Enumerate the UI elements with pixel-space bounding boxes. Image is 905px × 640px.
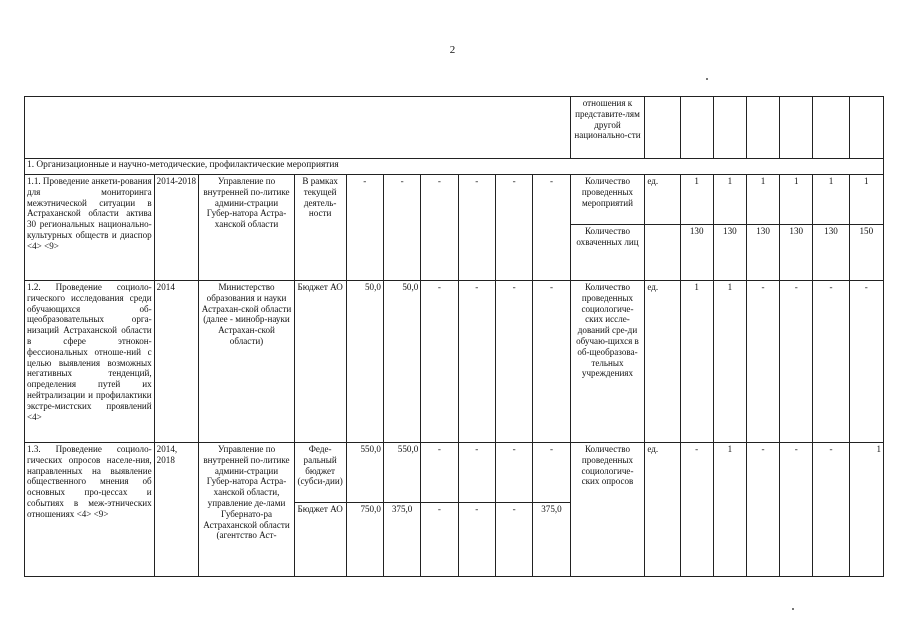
indicator-value: - [780, 281, 813, 443]
page-number: 2 [449, 44, 456, 56]
amount-cell: - [421, 281, 458, 443]
activity-years: 2014 [154, 281, 199, 443]
table-row [25, 281, 884, 443]
indicator-value: 1 [680, 175, 713, 225]
indicator-value: - [680, 443, 713, 577]
indicator-value: 1 [680, 281, 713, 443]
funding-source: Феде-ральный бюджет (субси-дии) [294, 443, 346, 503]
activity-executor: Управление по внутренней по-литике админи-страции Губер-натора Астра-ханской области, управление де-лами Губернато-ра Астраханской области (агентство Аст- [199, 443, 294, 577]
activity-years: 2014-2018 [154, 175, 199, 281]
amount-cell: - [533, 175, 570, 281]
indicator-value: 1 [713, 175, 746, 225]
activity-years: 2014, 2018 [154, 443, 199, 577]
indicator-value: 130 [813, 225, 849, 281]
scan-speck [792, 608, 794, 610]
indicator-value: 1 [713, 443, 746, 577]
amount-cell: 550,0 [346, 443, 383, 503]
amount-cell: - [421, 175, 458, 281]
indicator-value: - [746, 443, 779, 577]
indicator-header-cell: отношения к представите-лям другой национально-сти [570, 97, 645, 159]
indicator-value: 1 [849, 443, 883, 577]
indicator-value: 1 [849, 175, 883, 225]
amount-cell: - [458, 175, 495, 281]
section-row [25, 159, 884, 175]
header-blank-cell [25, 97, 571, 159]
activity-executor: Министерство образования и науки Астрахан-ской области (далее - минобр-науки Астрахан-ской области) [199, 281, 294, 443]
amount-cell: - [383, 175, 420, 281]
activity-executor: Управление по внутренней по-литике админи-страции Губер-натора Астра-ханской области [199, 175, 294, 281]
amount-cell: - [495, 281, 532, 443]
indicator-unit: ед. [645, 443, 680, 577]
amount-cell: - [495, 503, 532, 577]
indicator-name: Количество проведенных социологиче-ских иссле-дований сре-ди обучаю-щихся в об-щеобразова-тельных учреждениях [570, 281, 645, 443]
amount-cell: - [458, 503, 495, 577]
indicator-value: - [746, 281, 779, 443]
amount-cell: 375,0 [383, 503, 420, 577]
funding-source: Бюджет АО [294, 281, 346, 443]
amount-cell: - [346, 175, 383, 281]
amount-cell: - [421, 503, 458, 577]
table-row [25, 443, 884, 503]
indicator-name: Количество проведенных социологиче-ских опросов [570, 443, 645, 577]
activity-name: 1.2. Проведение социоло-гического исследования среди обучающихся об-щеобразовательных орга-низаций Астраханской области в сфере этнокон-фессиональных отноше-ний с целью выявления возможных негативных тенденций, определения путей их нейтрализации и профилактики экстре-мистских проявлений <4> [25, 281, 155, 443]
activity-name: 1.3. Проведение социоло-гических опросов населе-ния, направленных на выявление общественного мнения об основных про-цессах и событиях в меж-этнических отношениях <4> <9> [25, 443, 155, 577]
indicator-value: 150 [849, 225, 883, 281]
indicator-value: - [780, 443, 813, 577]
amount-cell: - [495, 443, 532, 503]
amount-cell: 375,0 [533, 503, 570, 577]
amount-cell: - [458, 281, 495, 443]
indicator-value: 130 [780, 225, 813, 281]
indicator-unit: ед. [645, 281, 680, 443]
indicator-value: - [849, 281, 883, 443]
amount-cell: - [458, 443, 495, 503]
indicator-unit: ед. [645, 175, 680, 225]
indicator-value: 130 [680, 225, 713, 281]
section-title: 1. Организационные и научно-методические, профилактические мероприятия [25, 159, 884, 175]
indicator-value: 130 [746, 225, 779, 281]
amount-cell: 550,0 [383, 443, 420, 503]
indicator-value: 1 [813, 175, 849, 225]
activity-name: 1.1. Проведение анкети-рования для мониторинга межэтнической ситуации в Астраханской области актива 30 региональных национально-культурных обществ и диаспор <4> <9> [25, 175, 155, 281]
amount-cell: - [495, 175, 532, 281]
indicator-value: 1 [780, 175, 813, 225]
indicator-name: Количество проведенных мероприятий [570, 175, 645, 225]
amount-cell: - [533, 443, 570, 503]
funding-source: В рамках текущей деятель-ности [294, 175, 346, 281]
scan-speck [706, 78, 708, 80]
indicator-unit [645, 225, 680, 281]
indicator-value: 1 [713, 281, 746, 443]
amount-cell: 50,0 [383, 281, 420, 443]
indicator-value: - [813, 281, 849, 443]
amount-cell: 750,0 [346, 503, 383, 577]
indicator-value: 1 [746, 175, 779, 225]
indicator-value: - [813, 443, 849, 577]
amount-cell: - [533, 281, 570, 443]
program-activities-table [24, 96, 884, 577]
indicator-name: Количество охваченных лиц [570, 225, 645, 281]
table-row [25, 175, 884, 225]
amount-cell: 50,0 [346, 281, 383, 443]
continued-header-row [25, 97, 884, 159]
funding-source: Бюджет АО [294, 503, 346, 577]
amount-cell: - [421, 443, 458, 503]
indicator-value: 130 [713, 225, 746, 281]
